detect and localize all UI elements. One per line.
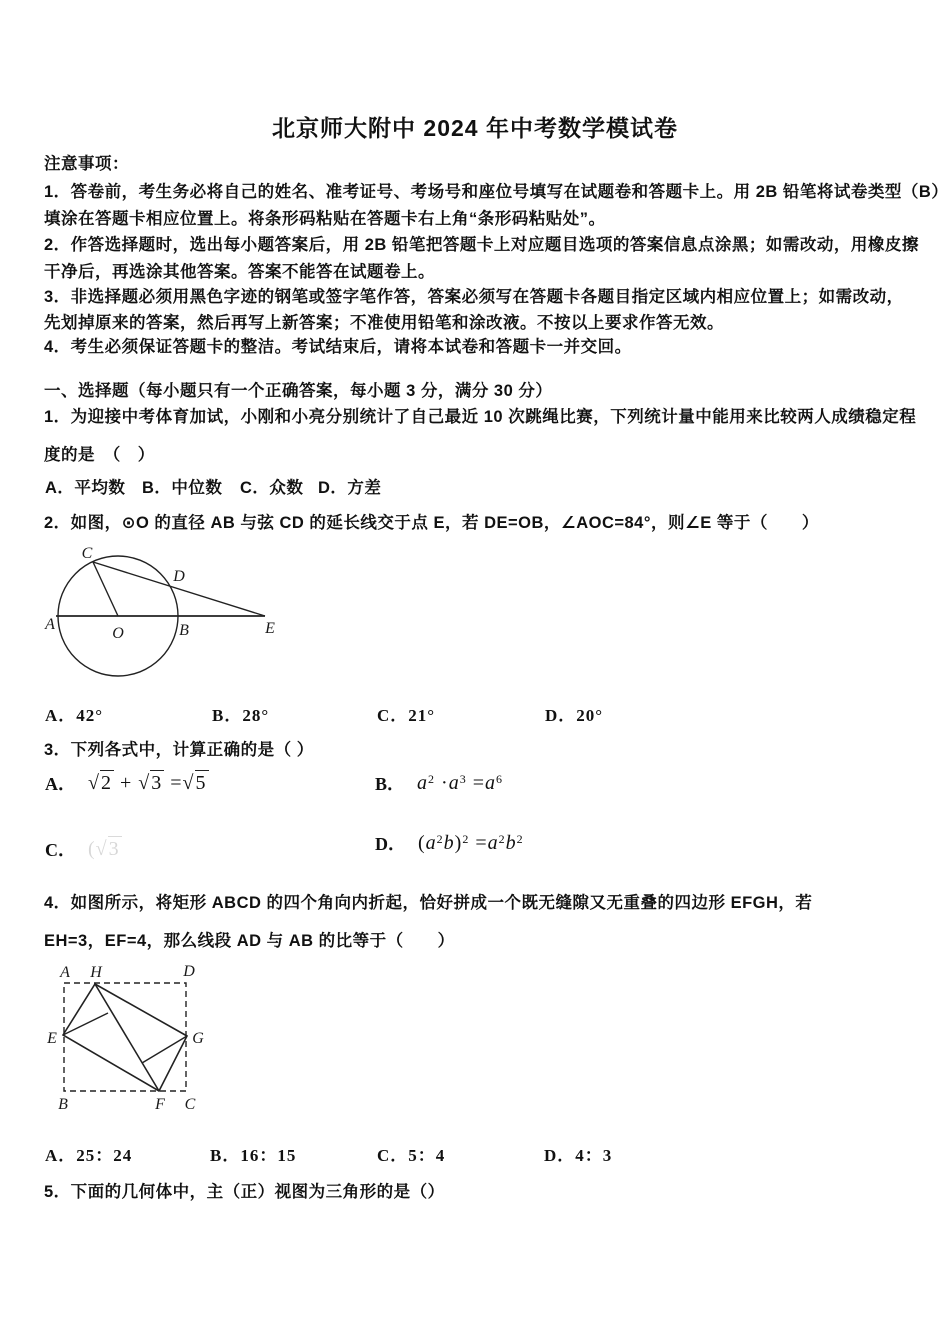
q3-option-b-formula: $a^2 \cdot a^3 =a^6$ [417,771,503,794]
q3-option-d-label: D． [375,834,406,854]
q1-option-d: D．方差 [318,479,382,497]
q3-option-c [45,836,122,862]
q4-label-D: D [183,963,195,980]
q3-option-c-label: C． [45,840,76,860]
question-4-line-2: EH=3，EF=4，那么线段 AD 与 AB 的比等于（ ） [44,932,455,950]
q3-option-d-formula: $(a^2b)^2 =a^2b^2$ [418,831,524,854]
question-4-options [0,1141,950,1167]
q4-option-c: C．5：4 [377,1146,446,1165]
notice-line-1: 1．答卷前，考生务必将自己的姓名、准考证号、考场号和座位号填写在试题卷和答题卡上。用 2B 铅笔将试卷类型（B） [44,183,949,201]
q2-label-D: D [173,568,185,585]
q2-option-d: D．20° [545,706,604,725]
q2-option-b: B．28° [212,706,270,725]
question-2-options [0,701,950,727]
q4-label-E: E [47,1030,57,1047]
notice-line-2: 填涂在答题卡相应位置上。将条形码粘贴在答题卡右上角“条形码粘贴处”。 [44,210,606,228]
q4-label-H: H [90,964,102,981]
q2-label-E: E [265,620,275,637]
line-HF [95,984,159,1091]
q4-label-B: B [58,1096,68,1113]
notice-heading: 注意事项： [44,155,129,173]
q1-option-c: C．众数 [240,479,304,497]
page-title: 北京师大附中 2024 年中考数学模试卷 [272,115,678,141]
question-2-text: 2．如图，⊙O 的直径 AB 与弦 CD 的延长线交于点 E，若 DE=OB，∠AOC=84°，则∠E 等于（ ） [44,514,819,532]
notice-line-4: 干净后，再选涂其他答案。答案不能答在试题卷上。 [44,263,435,281]
q2-option-a: A．42° [45,706,104,725]
q3-option-a-formula: √2 + √3 =√5 [88,771,207,794]
q3-option-c-formula: (√3 [88,837,120,860]
q3-option-a [45,770,209,796]
q4-label-A: A [60,964,70,981]
q2-label-A: A [45,616,55,633]
section-heading: 一、选择题（每小题只有一个正确答案，每小题 3 分，满分 30 分） [44,382,553,400]
q3-option-d [375,830,524,856]
q2-label-B: B [179,622,189,639]
q2-circle-diagram [40,540,290,695]
notice-line-5: 3．非选择题必须用黑色字迹的钢笔或签字笔作答，答案必须写在答题卡各题目指定区域内相应位置上；如需改动， [44,288,904,306]
q4-option-a: A．25：24 [45,1146,133,1165]
quadrilateral-EHGF [63,984,187,1091]
q3-option-b [375,770,503,796]
q2-label-O: O [112,625,124,642]
q3-option-b-label: B． [375,774,406,794]
q4-option-b: B．16：15 [210,1146,297,1165]
question-1-line-1: 1．为迎接中考体育加试，小刚和小亮分别统计了自己最近 10 次跳绳比赛，下列统计量中能用来比较两人成绩稳定程 [44,408,917,426]
question-5-text: 5．下面的几何体中，主（正）视图为三角形的是（） [44,1183,445,1201]
notice-line-6: 先划掉原来的答案，然后再写上新答案；不准使用铅笔和涂改液。不按以上要求作答无效。 [44,314,724,332]
q4-label-F: F [155,1096,165,1113]
question-4-line-1: 4．如图所示，将矩形 ABCD 的四个角向内折起，恰好拼成一个既无缝隙又无重叠的四边形 EFGH，若 [44,894,813,912]
q2-option-c: C．21° [377,706,436,725]
notice-line-7: 4．考生必须保证答题卡的整洁。考试结束后，请将本试卷和答题卡一并交回。 [44,338,632,356]
notice-line-3: 2．作答选择题时，选出每小题答案后，用 2B 铅笔把答题卡上对应题目选项的答案信息点涂黑；如需改动，用橡皮擦 [44,236,919,254]
q4-label-G: G [192,1030,204,1047]
question-3-text: 3．下列各式中，计算正确的是（ ） [44,741,314,759]
q4-label-C: C [184,1096,196,1113]
q4-rectangle-diagram [40,960,260,1120]
q1-option-b: B．中位数 [142,479,223,497]
line-radius-CO [93,562,118,616]
q3-option-a-label: A． [45,774,76,794]
q4-option-d: D．4：3 [544,1146,613,1165]
question-1-line-2: 度的是 （ ） [44,446,155,464]
question-1-options [0,474,950,500]
q2-label-C: C [81,545,93,562]
q1-option-a: A．平均数 [45,479,126,497]
